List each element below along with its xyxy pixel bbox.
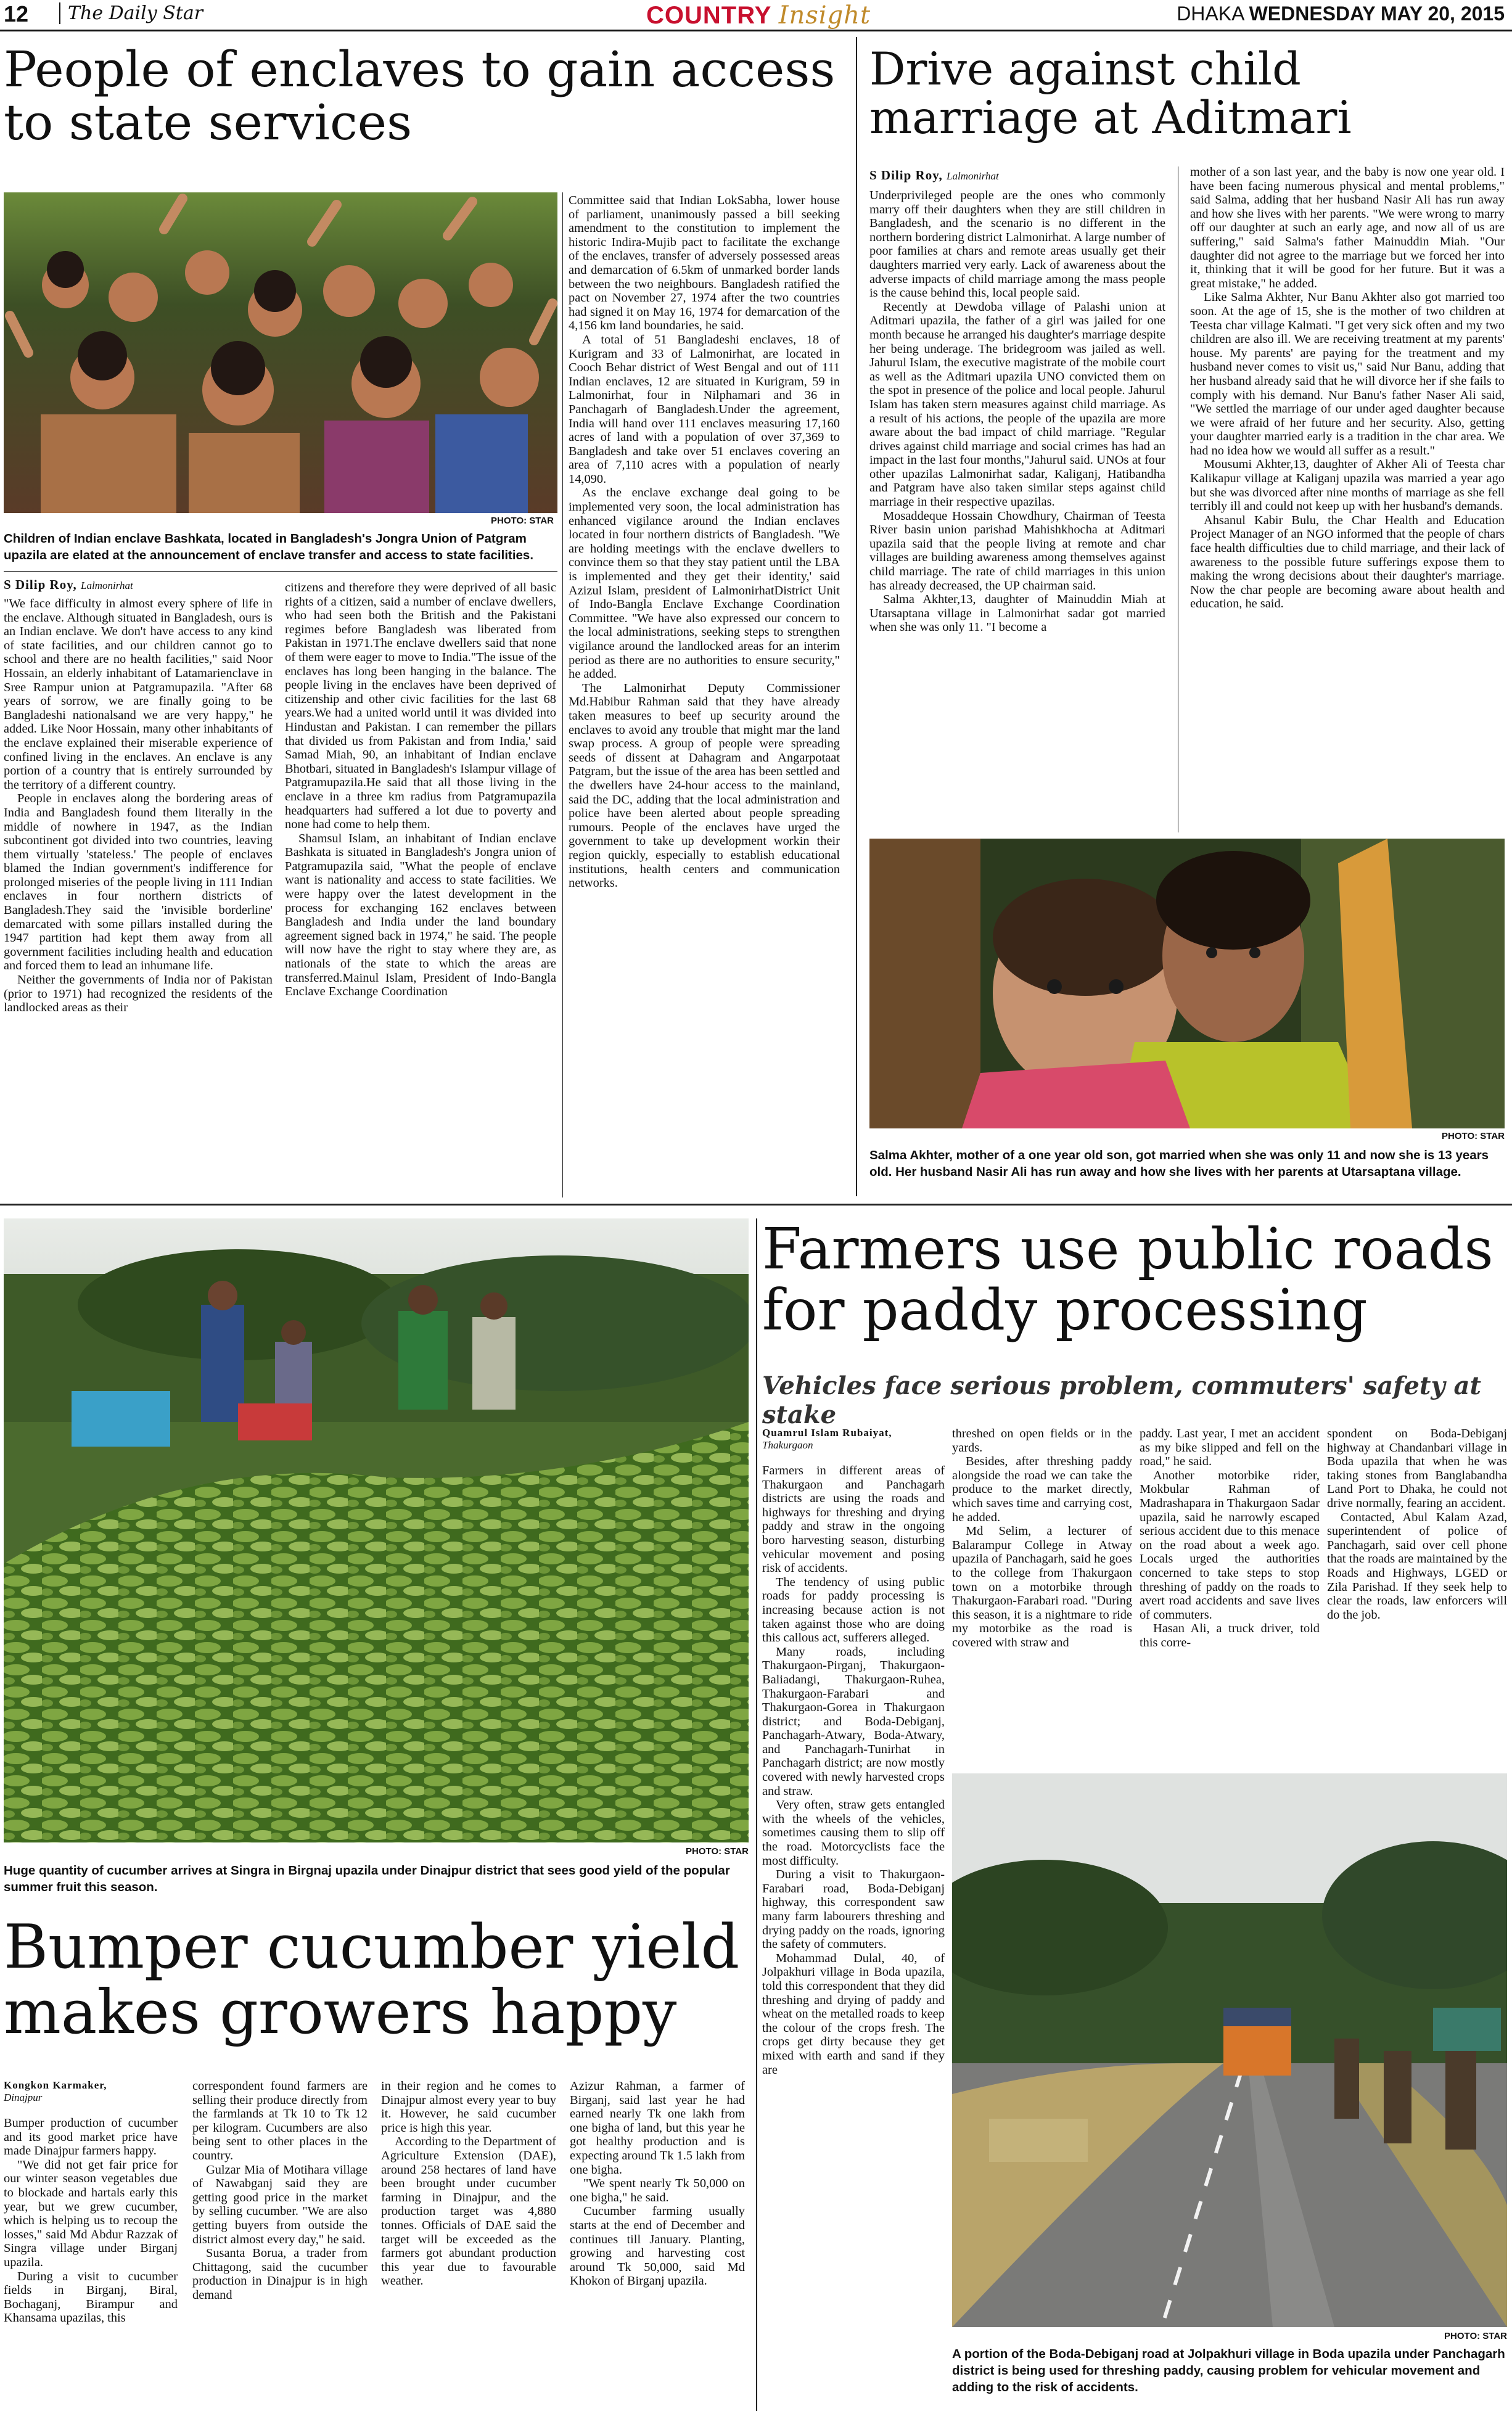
paragraph: Farmers in different areas of Thakurgaon and Panchagarh districts are using the roads and highways for threshing and drying paddy and straw in the ongoing boro harvesting season, disturbing vehicular movement and posing risk of accidents. [762, 1464, 945, 1575]
article-child-marriage-col1 [869, 189, 1165, 830]
paragraph: Shamsul Islam, an inhabitant of Indian enclave Bashkata is situated in Bangladesh's Jongra union of Patgramupazila said, "What the people of enclave want is nationality and access to state facilities. We were happy over the latest development in the process for exchanging 162 enclaves between Bangladesh and India under the land boundary agreement signed back in 1974," he said. The people will now have the right to stay where they are, as nationals of the state to which the areas are transferred.Mainul Islam, President of Indo-Bangla Enclave Exchange Coordination [285, 831, 556, 999]
paragraph: As the enclave exchange deal going to be implemented very soon, the local administration has enhanced vigilance around the Indian enclaves located in four northern districts of Bangladesh. "We are holding meetings with the enclave dwellers to convince them so that they stay patient until the LBA is implemented and they get their identity,' said Azizul Islam, president of LalmonirhatDistrict Unit of Indo-Bangla Enclave Exchange Coordination Committee. "We have also expressed our concern to the local administrations, seeking steps to strengthen vigilance around the landlocked areas for an interim period as there are no authorities to ensure security," he added. [569, 486, 840, 681]
divider [0, 1204, 1512, 1206]
kicker-paddy: Vehicles face serious problem, commuters' safety at stake [762, 1371, 1481, 1429]
headline-paddy: Farmers use public roads for paddy processing [762, 1216, 1494, 1344]
headline-cucumber: Bumper cucumber yield makes growers happy [4, 1912, 740, 2048]
paragraph: During a visit to Thakurgaon-Farabari road, Boda-Debiganj highway, this correspondent saw many farm labourers threshing and drying paddy on the roads, ignoring the safety of commuters. [762, 1868, 945, 1952]
photo-paddy-road [952, 1773, 1507, 2327]
byline-place: Lalmonirhat [81, 580, 133, 591]
paragraph: in their region and he comes to Dinajpur almost every year to buy it. However, he said cucumber price is high this year. [381, 2079, 556, 2135]
photo-credit-cucumber: PHOTO: STAR [686, 1846, 749, 1857]
byline-name: Kongkon Karmaker, [4, 2079, 107, 2091]
byline-place: Dinajpur [4, 2092, 43, 2103]
paragraph: Very often, straw gets entangled with the wheels of the vehicles, sometimes causing them to slip off the road. Motorcyclists face the most difficulty. [762, 1798, 945, 1868]
paragraph: Cucumber farming usually starts at the end of December and continues till January. Planting, growing and harvesting cost around Tk 50,000, said Md Khokon of Birganj upazila. [570, 2204, 745, 2288]
paragraph: Bumper production of cucumber and its good market price have made Dinajpur farmers happy. [4, 2116, 178, 2158]
paragraph: Recently at Dewdoba village of Palashi union at Aditmari upazila, the father of a girl was jailed for one month because he arranged his daughter's marriage despite her being underage. The bridegroom was jailed as well. Jahurul Islam, the executive magistrate of the mobile court as well as the Aditmari upazila UNO convicted them on the spot in presence of the police and local people. Jahurul Islam has taken stern measures against child marriage. As a result of his actions, the people of the upazila are more aware about the bad impact of child marriage. "Regular drives against child marriage and social crimes has had an impact in the last four months,"Jahurul said. UNOs at four other upazilas Lalmonirhat sadar, Kaliganj, Hatibandha and Patgram have also taken similar steps against child marriage in their respective upazilas. [869, 300, 1165, 509]
headline-child-marriage: Drive against child marriage at Aditmari [869, 43, 1352, 144]
paragraph: Like Salma Akhter, Nur Banu Akhter also got married too soon. At the age of 15, she is the mother of two children at Teesta char village Kalmati. "I get very sick often and my two children are also ill. We are receiving treatment at my parents' house. My parents' are paying for the treatment and my husband never comes to visit us," said Nur Banu, adding that her husband already said that he will divorce her if she fails to comply with his demand. Nur Banu's father Naser Ali said, "We settled the marriage of our under aged daughter because we were afraid of her future and her security. Also, getting your daughter married early is a tradition in the char area. We had no idea how we would all suffer as a result." [1190, 290, 1505, 458]
paragraph: Besides, after threshing paddy alongside the road we can take the produce to the market directly, which saves time and carrying cost, he added. [952, 1455, 1132, 1524]
caption-enclaves: Children of Indian enclave Bashkata, located in Bangladesh's Jongra Union of Patgram upazila are elated at the announcement of enclave transfer and access to state facilities. [4, 532, 534, 562]
paragraph: Gulzar Mia of Motihara village of Nawabganj said they are getting good price in the market by selling cucumber. "We are also getting buyers from outside the district almost every day," he said. [192, 2163, 368, 2246]
paragraph: Neither the governments of India nor of Pakistan (prior to 1971) had recognized the residents of the landlocked areas as their [4, 973, 273, 1015]
headline-enclaves: People of enclaves to gain access to state services [4, 41, 836, 152]
paragraph: Ahsanul Kabir Bulu, the Char Health and Education Project Manager of an NGO informed that the people of chars face health difficulties due to child marriage, and their lack of awareness to the possible future sufferings expose them to making the wrong decisions about their daughter's marriage. Now the char people are becoming aware about health and education, he said. [1190, 513, 1505, 611]
paragraph: Hasan Ali, a truck driver, told this corre- [1140, 1622, 1320, 1649]
paragraph: During a visit to cucumber fields in Birganj, Biral, Bochaganj, Birampur and Khansama upazilas, this [4, 2269, 178, 2325]
paragraph: mother of a son last year, and the baby is now one year old. I have been facing numerous physical and mental problems," said Salma, adding that her husband Nasir Ali has run away and how she lives with her parents. "We were wrong to marry off our daughter at such an early age, and now all of us are suffering," said Salma's father Mainuddin Miah. "Our daughter did not agree to the marriage but we forced her into it, thinking that it will be good for her future. But it was a great mistake," he added. [1190, 165, 1505, 290]
paragraph: correspondent found farmers are selling their produce directly from the farmlands at Tk 10 to Tk 12 per kilogram. Cucumbers are also being sent to other places in the country. [192, 2079, 368, 2163]
article-paddy-col1 [762, 1464, 945, 2411]
article-enclaves-col1 [4, 597, 273, 1196]
paragraph: Another motorbike rider, Mokbular Rahman of Madrashapara in Thakurgaon Sadar upazila, said he narrowly escaped serious accident due to this menace on the road about a week ago. Locals urged the authorities concerned to take steps to stop threshing of paddy on the roads to avert road accidents and save lives of commuters. [1140, 1468, 1320, 1622]
paragraph: According to the Department of Agriculture Extension (DAE), around 258 hectares of land have been brought under cucumber farming in Dinajpur, and the production target was 4,880 tonnes. Officials of DAE said the target will be exceeded as the farmers got abundant production this year due to favourable weather. [381, 2135, 556, 2288]
photo-salma-akhter [869, 839, 1505, 1128]
paragraph: Azizur Rahman, a farmer of Birganj, said last year he had earned nearly Tk one lakh from one bigha of land, but this year he got healthy production and is expecting around Tk 1.5 lakh from one bigha. [570, 2079, 745, 2177]
divider [562, 192, 563, 1197]
article-cucumber-col1 [4, 2116, 178, 2411]
article-paddy-col2 [952, 1427, 1132, 1760]
photo-credit-enclaves: PHOTO: STAR [491, 515, 554, 526]
photo-credit-paddy: PHOTO: STAR [1444, 2331, 1507, 2341]
dateline [1177, 2, 1505, 25]
byline-name: S Dilip Roy, [4, 577, 77, 592]
photo-enclave-children [4, 192, 557, 513]
paragraph: The Lalmonirhat Deputy Commissioner Md.Habibur Rahman said that they have already taken measures to beef up security around the enclaves to avoid any trouble that might mar the land swap process. A group of people were spreading seeds of dissent at Dahagram and Angarpotaat Patgram, but the issue of the area has been settled and the dwellers have 24-hour access to the mainland, said the DC, adding that the local administration and police have been alerted about people spreading rumours. People of the enclaves have urged the government to take up development workin their region quickly, especially to establish educational institutions, health centers and communication networks. [569, 681, 840, 890]
paragraph: spondent on Boda-Debiganj highway at Chandanbari village in Boda upazila that when he was taking stones from Banglabandha Land Port to Dhaka, he could not drive normally, fearing an accident. [1327, 1427, 1507, 1510]
paragraph: threshed on open fields or in the yards. [952, 1427, 1132, 1455]
byline-child-marriage [869, 168, 1159, 183]
dateline-city: DHAKA [1177, 2, 1244, 25]
paragraph: People in enclaves along the bordering areas of India and Bangladesh found them literally in the middle of nowhere in 1947, as the Indian subcontinent got divided into two countries, leaving them virtually 'stateless.' The people of enclaves blamed the Indian government's indifference for prolonged miseries of the people living in 111 Indian enclaves in four northern districts of Bangladesh.They said the 'invisible borderline' demarcated with some pillars installed during the 1947 partition had kept them away from all government facilities including health and education and forced them to lead an inhumane life. [4, 792, 273, 973]
paragraph: Md Selim, a lecturer of Balarampur College in Atway upazila of Panchagarh, said he goes to the college from Thakurgaon town on a motorbike through Thakurgaon-Farabari road. "During this season, it is a nightmare to ride my motorbike as the road is covered with straw and [952, 1524, 1132, 1649]
section-main-label: COUNTRY [646, 2, 771, 29]
paragraph: Mosaddeque Hossain Chowdhury, Chairman of Teesta River basin union parishad Mahishkhocha at Aditmari upazila said that the people living at remote and char villages are building awareness among themselves against child marriage. The rate of child marriages in this union has already decreased, the UP chairman said. [869, 509, 1165, 593]
paragraph: "We did not get fair price for our winter season vegetables due to blockade and hartals early this year, but we grew cucumber, which is helping us to recoup the losses," said Md Abdur Razzak of Singra village under Birganj upazila. [4, 2158, 178, 2269]
paragraph: Mohammad Dulal, 40, of Jolpakhuri village in Boda upazila, told this correspondent that they did threshing and drying of paddy and wheat on the metalled roads to keep the colour of the crops fresh. The crops get dirty because they get mixed with earth and sand if they are [762, 1951, 945, 2077]
byline-name: Quamrul Islam Rubaiyat, [762, 1427, 892, 1439]
article-cucumber-col3 [381, 2079, 556, 2411]
paragraph: Many roads, including Thakurgaon-Pirganj, Thakurgaon-Baliadangi, Thakurgaon-Ruhea, Thakurgaon-Farabari and Thakurgaon-Gorea in Thakurgaon district; and Boda-Debiganj, Panchagarh-Atwary, Boda-Atwary, and Panchagarh-Tunirhat in Panchagarh district; are now mostly covered with newly harvested crops and straw. [762, 1645, 945, 1798]
article-child-marriage-col2 [1190, 165, 1505, 830]
caption-child-marriage: Salma Akhter, mother of a one year old son, got married when she was only 11 and now she is 13 years old. Her husband Nasir Ali has run away and how she lives with her parents at Utarsaptana village. [869, 1148, 1489, 1179]
paragraph: paddy. Last year, I met an accident as my bike slipped and fell on the road," he said. [1140, 1427, 1320, 1469]
article-paddy-col4 [1327, 1427, 1507, 1760]
photo-cucumber-heap [4, 1218, 749, 1842]
divider [4, 571, 557, 572]
byline-enclaves [4, 577, 269, 593]
page-number: 12 [4, 1, 29, 27]
paragraph: "We spent nearly Tk 50,000 on one bigha," he said. [570, 2177, 745, 2204]
article-cucumber-col2 [192, 2079, 368, 2411]
section-logo [635, 1, 882, 30]
paragraph: Susanta Borua, a trader from Chittagong, said the cucumber production in Dinajpur is in high demand [192, 2246, 368, 2302]
paragraph: Contacted, Abul Kalam Azad, superintendent of police of Panchagarh, said over cell phone that the roads are maintained by the Roads and Highways, LGED or Zila Parishad. If they seek help to clear the roads, law enforcers will do the job. [1327, 1510, 1507, 1622]
paragraph: A total of 51 Bangladeshi enclaves, 18 of Kurigram and 33 of Lalmonirhat, are located in Cooch Behar district of West Bengal and out of 111 Indian enclaves, 12 are situated in Kurigram, 59 in Lalmonirhat, four in Nilphamari and 36 in Panchagarh of Bangladesh.Under the agreement, India will hand over 111 enclaves measuring 17,160 acres of land with a population of over 37,369 to Bangladesh and take over 51 enclaves covering an area of 7,110 acres with a population of nearly 14,090. [569, 332, 840, 486]
dateline-date: WEDNESDAY MAY 20, 2015 [1249, 2, 1505, 25]
caption-cucumber: Huge quantity of cucumber arrives at Singra in Birgnaj upazila under Dinajpur district that sees good yield of the popular summer fruit this season. [4, 1863, 730, 1894]
article-enclaves-col2 [285, 581, 556, 1196]
article-enclaves-col3 [569, 194, 840, 1195]
section-accent-label: Insight [778, 1, 871, 30]
paragraph: Underprivileged people are the ones who commonly marry off their daughters when they are still children in Bangladesh, and the scenario is no different in the northern bordering district Lalmonirhat. A large number of poor families at chars and remote areas usually get their daughters married very early. Lack of awareness about the adverse impacts of child marriage among the mass people is the cause behind this, local people said. [869, 189, 1165, 300]
paragraph: "We face difficulty in almost every sphere of life in the enclave. Although situated in Bangladesh, ours is an Indian enclave. We don't have access to any kind of state facilities, and our children cannot go to school and there are no health facilities," said Noor Hossain, an elderly inhabitant of Latamarienclave in Sree Rampur union at Patgramupazila. "After 68 years of sorrow, we are finally going to be Bangladeshi nationalsand we are very happy," he added. Like Noor Hossain, many other inhabitants of the enclave explained their miserable experience of confined living in the enclaves. An enclave is any portion of a country that is entirely surrounded by the territory of a different country. [4, 597, 273, 792]
byline-place: Thakurgaon [762, 1439, 813, 1451]
byline-name: S Dilip Roy, [869, 168, 943, 183]
divider [856, 37, 857, 1196]
byline-place: Lalmonirhat [947, 170, 999, 182]
divider [756, 1218, 757, 2411]
paragraph: Salma Akhter,13, daughter of Mainuddin Miah at Utarsaptana village in Lalmonirhat sadar got married when she was only 11. "I become a [869, 593, 1165, 635]
paragraph: Committee said that Indian LokSabha, lower house of parliament, unanimously passed a bill seeking amendment to the constitution to implement the historic Indira-Mujib pact to facilitate the exchange of the enclaves, transfer of adversely possessed areas and demarcation of 6.5km of unmarked border lands between the two neighbours. Bangladesh ratified the pact on November 27, 1974 after the two countries had signed it on May 16, 1974 for demarcation of the 4,156 km land boundaries, he said. [569, 194, 840, 333]
paragraph: citizens and therefore they were deprived of all basic rights of a citizen, said a number of enclave dwellers, who had seen both the British and the Pakistani regimes before Bangladesh was liberated from Pakistan in 1971.The enclave dwellers said that none of them were eager to move to India."The issue of the enclaves has long been hanging in the balance. The people living in the enclaves have been deprived of citizenship and other civic facilities for the last 68 years.We had a united world until it was divided into Hindustan and Pakistan. I can remember the pillars that divided us from Pakistan and from India,' said Samad Miah, 90, an inhabitant of Indian enclave Bhotbari, situated in Bangladesh's Islampur village of Patgramupazila.He said that all those living in the enclave in a three km radius from Patgramupazila headquarters had suffered a lot due to poverty and none had come to help them. [285, 581, 556, 832]
byline-cucumber [4, 2079, 183, 2104]
photo-credit-child-marriage: PHOTO: STAR [1442, 1131, 1505, 1141]
caption-paddy: A portion of the Boda-Debiganj road at Jolpakhuri village in Boda upazila under Panchagarh district is being used for threshing paddy, causing problem for vehicular movement and adding to the risk of accidents. [952, 2347, 1505, 2394]
paragraph: The tendency of using public roads for paddy processing is increasing because action is not taken against those who are doing this callous act, sufferers alleged. [762, 1575, 945, 1645]
paper-name-logo: The Daily Star [59, 2, 203, 24]
paragraph: Mousumi Akhter,13, daughter of Akher Ali of Teesta char Kalikapur village at Kaliganj upazila was married a year ago but she was divorced after nine months of marriage as she fell terribly ill and could not keep up with her husband's demands. [1190, 458, 1505, 514]
article-cucumber-col4 [570, 2079, 745, 2411]
byline-paddy [762, 1427, 945, 1452]
article-paddy-col3 [1140, 1427, 1320, 1760]
